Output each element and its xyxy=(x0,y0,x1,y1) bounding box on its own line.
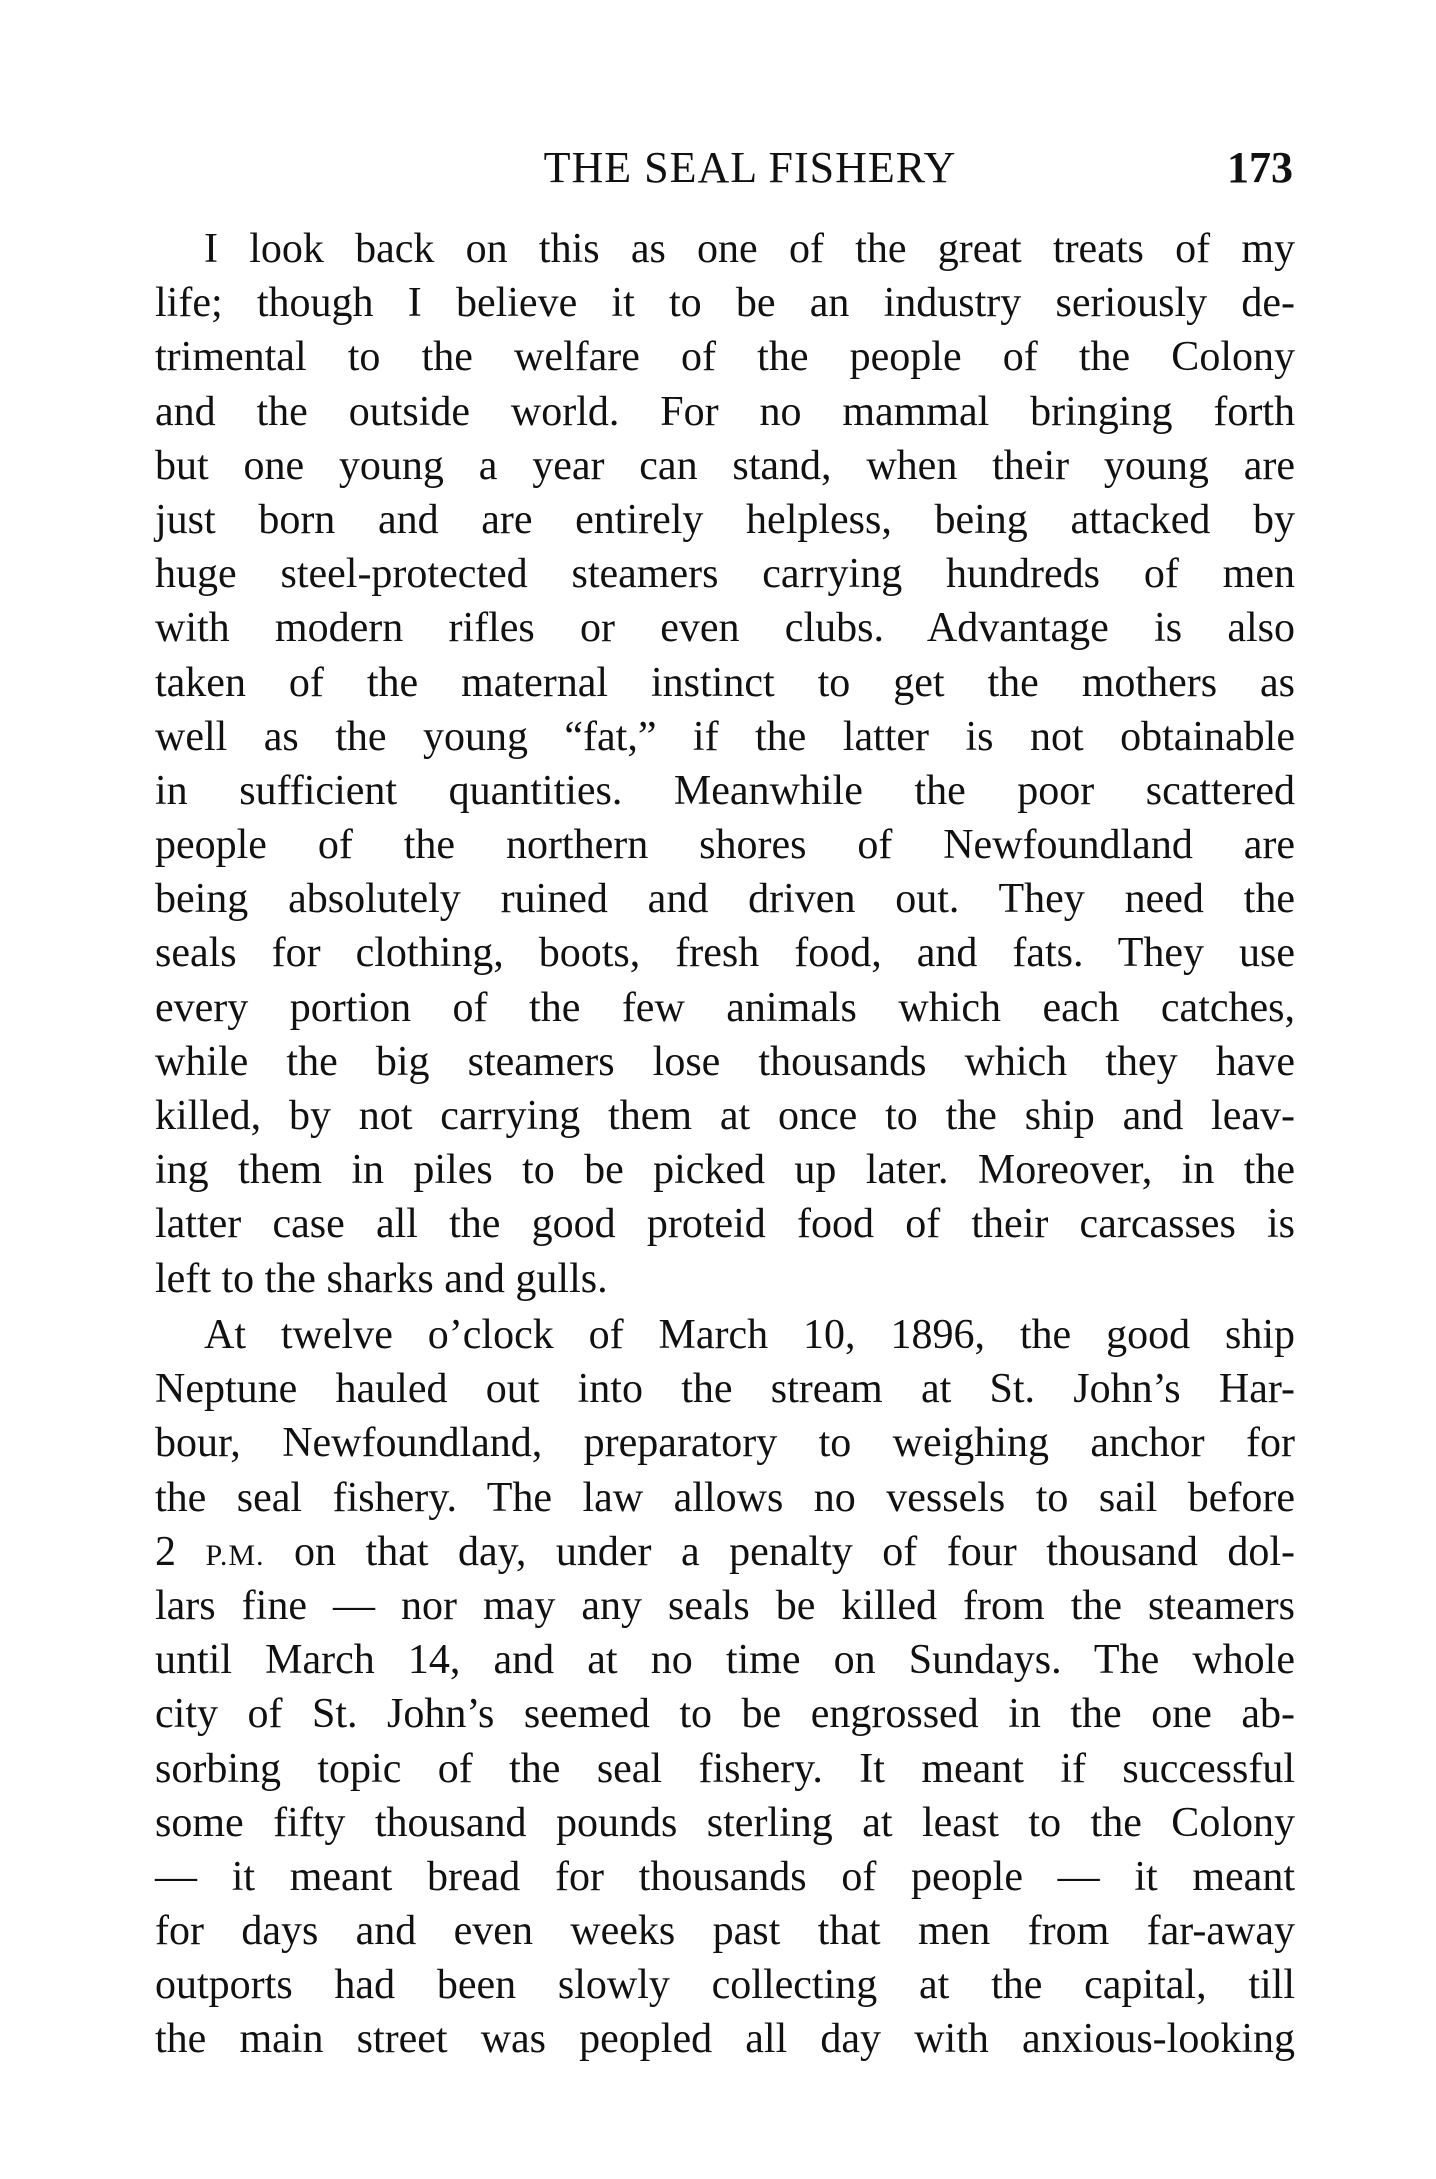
text-line: while the big steamers lose thousands which they have xyxy=(155,1038,1295,1085)
text-line: I look back on this as one of the great treats of my xyxy=(204,226,1295,272)
time-line-rest: on that day, under a penalty of four thousand dol- xyxy=(264,1528,1296,1575)
page-header xyxy=(155,138,1305,198)
text-line: sorbing topic of the seal fishery. It meant if successful xyxy=(155,1745,1295,1792)
text-line: for days and even weeks past that men from far-away xyxy=(155,1908,1295,1955)
text-line: but one young a year can stand, when their young are xyxy=(155,442,1295,489)
text-line: some fifty thousand pounds sterling at least to the Colony xyxy=(155,1799,1295,1846)
text-line: every portion of the few animals which each catches, xyxy=(155,984,1295,1031)
text-line: seals for clothing, boots, fresh food, and fats. They use xyxy=(155,930,1295,977)
text-line: the main street was peopled all day with anxious-looking xyxy=(155,2016,1295,2063)
page-number: 173 xyxy=(1227,143,1293,192)
text-line: left to the sharks and gulls. xyxy=(155,1255,608,1302)
text-line: ing them in piles to be picked up later. Moreover, in the xyxy=(155,1147,1295,1194)
time-number: 2 xyxy=(155,1528,176,1575)
text-line: the seal fishery. The law allows no vessels to sail before xyxy=(155,1474,1295,1521)
paragraph-seal-industry xyxy=(155,222,1295,1306)
text-line-with-time xyxy=(155,1525,1295,1579)
text-line: Neptune hauled out into the stream at St. John’s Har- xyxy=(155,1366,1295,1413)
text-line: latter case all the good proteid food of their carcasses is xyxy=(155,1201,1295,1248)
text-line: people of the northern shores of Newfoundland are xyxy=(155,822,1295,869)
text-line: bour, Newfoundland, preparatory to weighing anchor for xyxy=(155,1420,1295,1467)
running-head: THE SEAL FISHERY xyxy=(543,143,957,192)
text-line: huge steel-protected steamers carrying hundreds of men xyxy=(155,551,1295,598)
text-line: killed, by not carrying them at once to the ship and leav- xyxy=(155,1093,1295,1139)
text-line: — it meant bread for thousands of people — it meant xyxy=(155,1853,1295,1900)
text-line: with modern rifles or even clubs. Advantage is also xyxy=(155,605,1295,652)
text-line: city of St. John’s seemed to be engrossed in the one ab- xyxy=(155,1691,1295,1738)
text-line: and the outside world. For no mammal bringing forth xyxy=(155,388,1295,435)
text-line: life; though I believe it to be an industry seriously de- xyxy=(155,280,1295,327)
text-line: until March 14, and at no time on Sundays. The whole xyxy=(155,1637,1295,1684)
text-line: outports had been slowly collecting at the capital, till xyxy=(155,1962,1295,2009)
text-line: trimental to the welfare of the people of the Colony xyxy=(155,334,1295,381)
text-line: taken of the maternal instinct to get the mothers as xyxy=(155,659,1295,706)
text-line: At twelve o’clock of March 10, 1896, the good ship xyxy=(204,1312,1295,1358)
text-line: in sufficient quantities. Meanwhile the poor scattered xyxy=(155,767,1295,814)
paragraph-neptune-departure xyxy=(155,1308,1295,2067)
text-line: being absolutely ruined and driven out. They need the xyxy=(155,876,1295,923)
text-line: just born and are entirely helpless, being attacked by xyxy=(155,496,1295,543)
text-line: well as the young “fat,” if the latter is not obtainable xyxy=(155,713,1295,760)
time-period: P.M. xyxy=(205,1538,265,1572)
text-line: lars fine — nor may any seals be killed from the steamers xyxy=(155,1582,1295,1629)
